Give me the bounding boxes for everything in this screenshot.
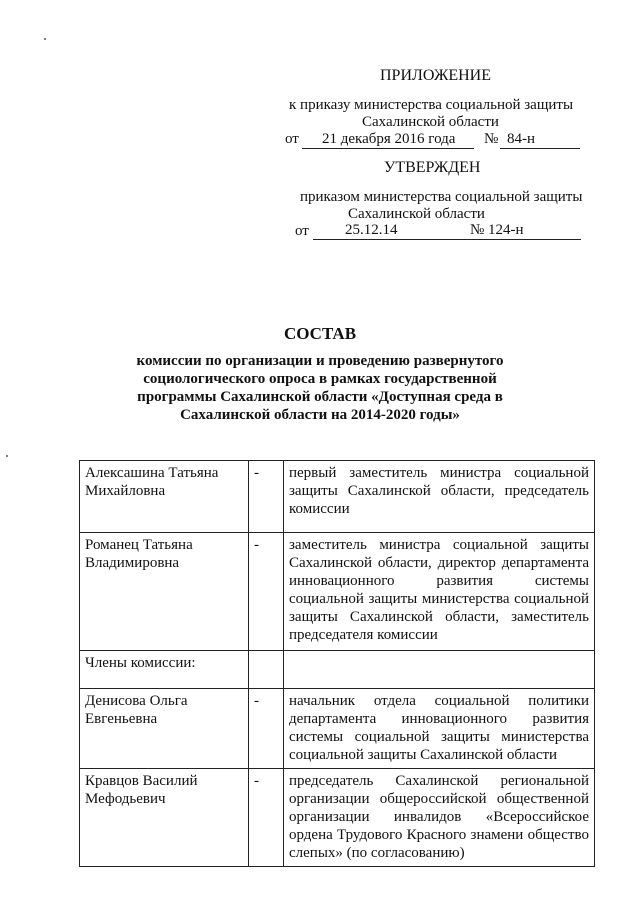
appendix-from-label: от [285,131,299,147]
member-role [284,651,595,689]
approved-date: 25.12.14 [345,222,398,238]
commission-table [79,460,595,867]
table-row [80,689,595,769]
separator-dash: - [249,533,284,651]
appendix-date: 21 декабря 2016 года [322,131,456,147]
approved-number: № 124-н [470,222,524,238]
member-name: Романец Татьяна Владимировна [80,533,249,651]
member-role: начальник отдела социальной политики департамента инновационного развития системы социальной защиты министерства социальной защиты Сахалинской области [284,689,595,769]
separator-dash [249,651,284,689]
approved-underline [313,239,581,240]
member-role: заместитель министра социальной защиты Сахалинской области, директор департамента инновационного развития системы социальной защиты министерства социальной защиты Сахалинской области, заместитель председателя комиссии [284,533,595,651]
separator-dash: - [249,461,284,533]
table-row [80,769,595,867]
approved-line2: Сахалинской области [348,206,485,222]
member-name: Алексашина Татьяна Михайловна [80,461,249,533]
appendix-label: ПРИЛОЖЕНИЕ [380,67,492,84]
appendix-number-label: № [484,131,499,147]
member-role: председатель Сахалинской региональной организации общероссийской общественной организации инвалидов «Всероссийское ордена Трудового Красного знамени общество слепых» (по согласованию) [284,769,595,867]
approved-label: УТВЕРЖДЕН [384,159,481,176]
document-title: СОСТАВ [283,324,357,343]
separator-dash: - [249,769,284,867]
separator-dash: - [249,689,284,769]
document-subtitle: комиссии по организации и проведению развернутого социологического опроса в рамках государственной программы Сахалинской области «Доступная среда в Сахалинской области на 2014-2020 годы» [136,353,504,423]
scan-speck [6,455,8,457]
member-name: Денисова Ольга Евгеньевна [80,689,249,769]
members-section-label: Члены комиссии: [80,651,249,689]
table-row [80,461,595,533]
appendix-number: 84-н [507,131,536,147]
table-row [80,533,595,651]
appendix-line2: Сахалинской области [362,114,499,130]
approved-line1: приказом министерства социальной защиты [300,189,583,205]
appendix-date-underline [302,148,474,149]
member-name: Кравцов Василий Мефодьевич [80,769,249,867]
scan-speck [44,38,46,40]
table-row [80,651,595,689]
appendix-line1: к приказу министерства социальной защиты [289,97,574,113]
approved-from-label: от [295,223,309,239]
member-role: первый заместитель министра социальной защиты Сахалинской области, председатель комиссии [284,461,595,533]
appendix-number-underline [500,148,580,149]
